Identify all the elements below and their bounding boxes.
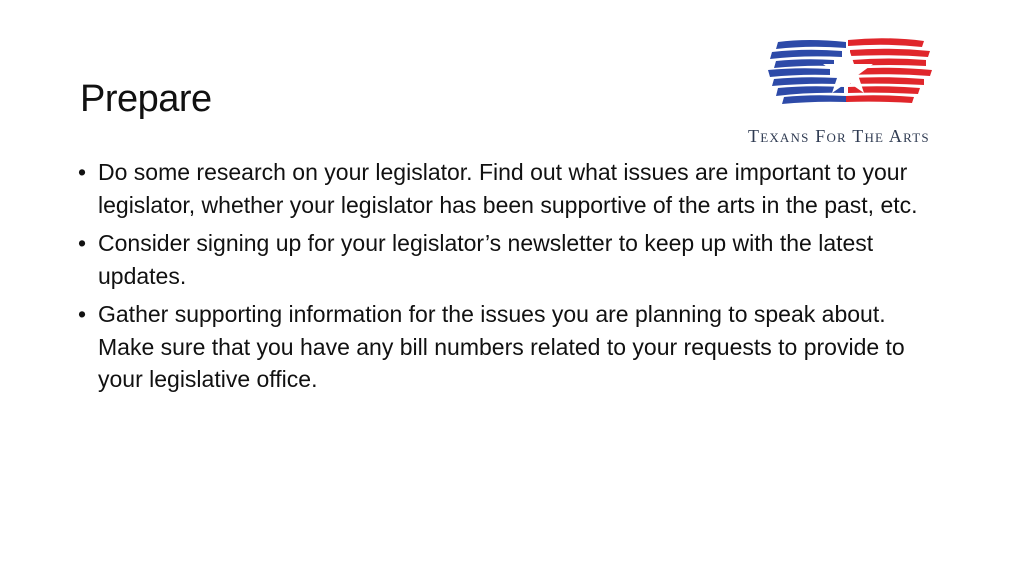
bullet-text: Do some research on your legislator. Find out what issues are important to your legislator, whether your legislator has been supportive of the arts in the past, etc. — [98, 159, 918, 218]
texans-for-the-arts-logo — [742, 36, 962, 148]
bullet-text: Consider signing up for your legislator’s newsletter to keep up with the latest updates. — [98, 230, 874, 289]
bullet-item — [78, 298, 928, 396]
bullet-text: Gather supporting information for the issues you are planning to speak about. Make sure that you have any bill numbers related to your requests to provide to your legislative office. — [98, 301, 905, 392]
bullet-marker: • — [78, 301, 87, 327]
bullet-marker: • — [78, 159, 87, 185]
bullet-item — [78, 156, 928, 221]
slide-title: Prepare — [80, 78, 212, 120]
bullet-item — [78, 227, 928, 292]
logo-wordmark: Texans For The Arts — [748, 126, 930, 146]
bullet-marker: • — [78, 230, 87, 256]
texas-flag-star-icon — [768, 36, 932, 112]
bullet-list — [78, 156, 928, 402]
